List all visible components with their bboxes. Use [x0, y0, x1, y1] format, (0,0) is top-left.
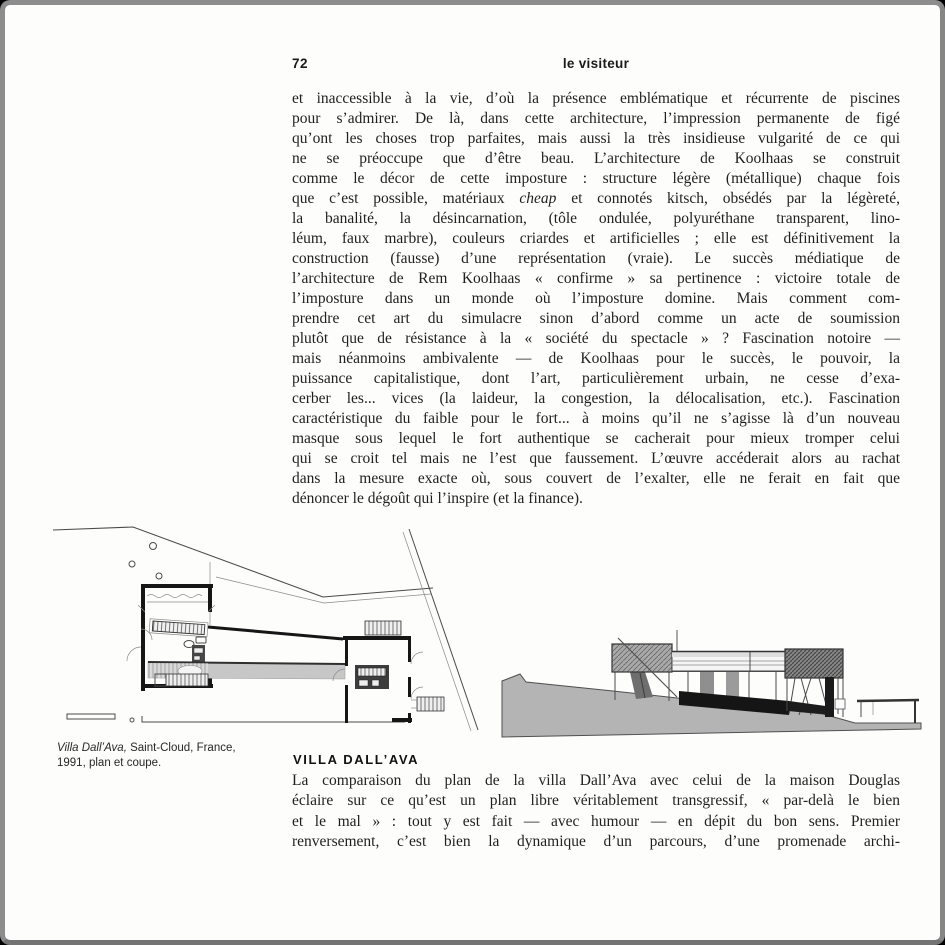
caption-location: Saint-Cloud, France, [126, 742, 236, 754]
caption-line-2: 1991, plan et coupe. [57, 756, 162, 769]
body-paragraph-1 [292, 89, 900, 509]
text-line: caractéristique du faible pour le fort... à moins qu’il ne s’agisse là d’un nouveau [292, 410, 900, 427]
text-span: et connotés kitsch, obsédés par la légèreté, [556, 190, 901, 207]
text-line: prendre cet art du simulacre sinon d’abord comme un acte de soumission [292, 310, 900, 327]
text-line: et inaccessible à la vie, d’où la présence emblématique et récurrente de piscines [292, 90, 900, 107]
villa-dallava-plan-drawing [40, 517, 490, 747]
text-span: que c’est possible, matériaux [292, 190, 520, 207]
text-line: éclaire sur ce qu’est un plan libre véritablement transgressif, « par-delà le bien [292, 792, 900, 810]
text-line: La comparaison du plan de la villa Dall’Ava avec celui de la maison Douglas [292, 772, 900, 789]
text-line: et le mal » : tout y est fait — avec humour — en dépit du bon sens. Premier [292, 812, 900, 830]
running-head [292, 56, 900, 72]
text-line-with-emphasis [292, 189, 900, 209]
villa-dallava-section-drawing [493, 611, 933, 746]
section-heading: VILLA DALL’AVA [293, 752, 420, 767]
text-line: renversement, c’est bien la dynamique d’un parcours, d’une promenade archi- [292, 832, 900, 850]
text-line: dénoncer le dégoût qui l’inspire (et la finance). [292, 490, 583, 507]
text-line: pour s’admirer. De là, dans cette architecture, l’impression permanente de figé [292, 110, 900, 127]
text-line: l’imposture dans un monde où l’imposture domine. Mais comment com- [292, 290, 900, 307]
text-line: l’architecture de Rem Koolhaas « confirme » sa pertinence : victoire totale de [292, 270, 900, 287]
text-line: cerber les... vices (la laideur, la congestion, la délocalisation, etc.). Fascination [292, 390, 900, 407]
running-header-title: le visiteur [562, 56, 630, 71]
text-line: comme le décor de cette imposture : structure légère (métallique) chaque fois [292, 170, 900, 187]
caption-title: Villa Dall’Ava, [57, 742, 127, 754]
text-line: dans la mesure exacte où, sous couvert de l’exalter, elle ne ferait en fait que [292, 470, 900, 487]
text-line: construction (fausse) d’une représentation (vraie). Le succès médiatique de [292, 250, 900, 267]
text-line: plutôt que de résistance à la « société du spectacle » ? Fascination notoire — [292, 330, 900, 347]
text-line: ne se préoccupe que d’être beau. L’architecture de Koolhaas se construit [292, 150, 900, 167]
caption-line-1 [57, 741, 287, 756]
text-line: mais néanmoins ambivalente — de Koolhaas pour le succès, le pouvoir, la [292, 350, 900, 367]
figure-caption [57, 741, 287, 770]
page-number: 72 [292, 56, 309, 71]
text-line: léum, faux marbre), couleurs criardes et artificielles ; elle est définitivement la [292, 230, 900, 247]
text-line: masque sous lequel le fort authentique se cacherait pour mieux tromper celui [292, 430, 900, 447]
text-line: puissance capitalistique, dont l’art, particulièrement urbain, ne cesse d’exa- [292, 370, 900, 387]
text-line: qui se croit tel mais ne l’est que faussement. L’œuvre accéderait alors au rachat [292, 450, 900, 467]
text-line: la banalité, la désincarnation, (tôle ondulée, polyuréthane transparent, lino- [292, 210, 900, 227]
body-paragraph-2 [292, 771, 900, 852]
emphasis-cheap: cheap [519, 190, 557, 207]
text-line: qu’ont les choses trop parfaites, mais aussi la très insidieuse vulgarité de ce qui [292, 130, 900, 147]
